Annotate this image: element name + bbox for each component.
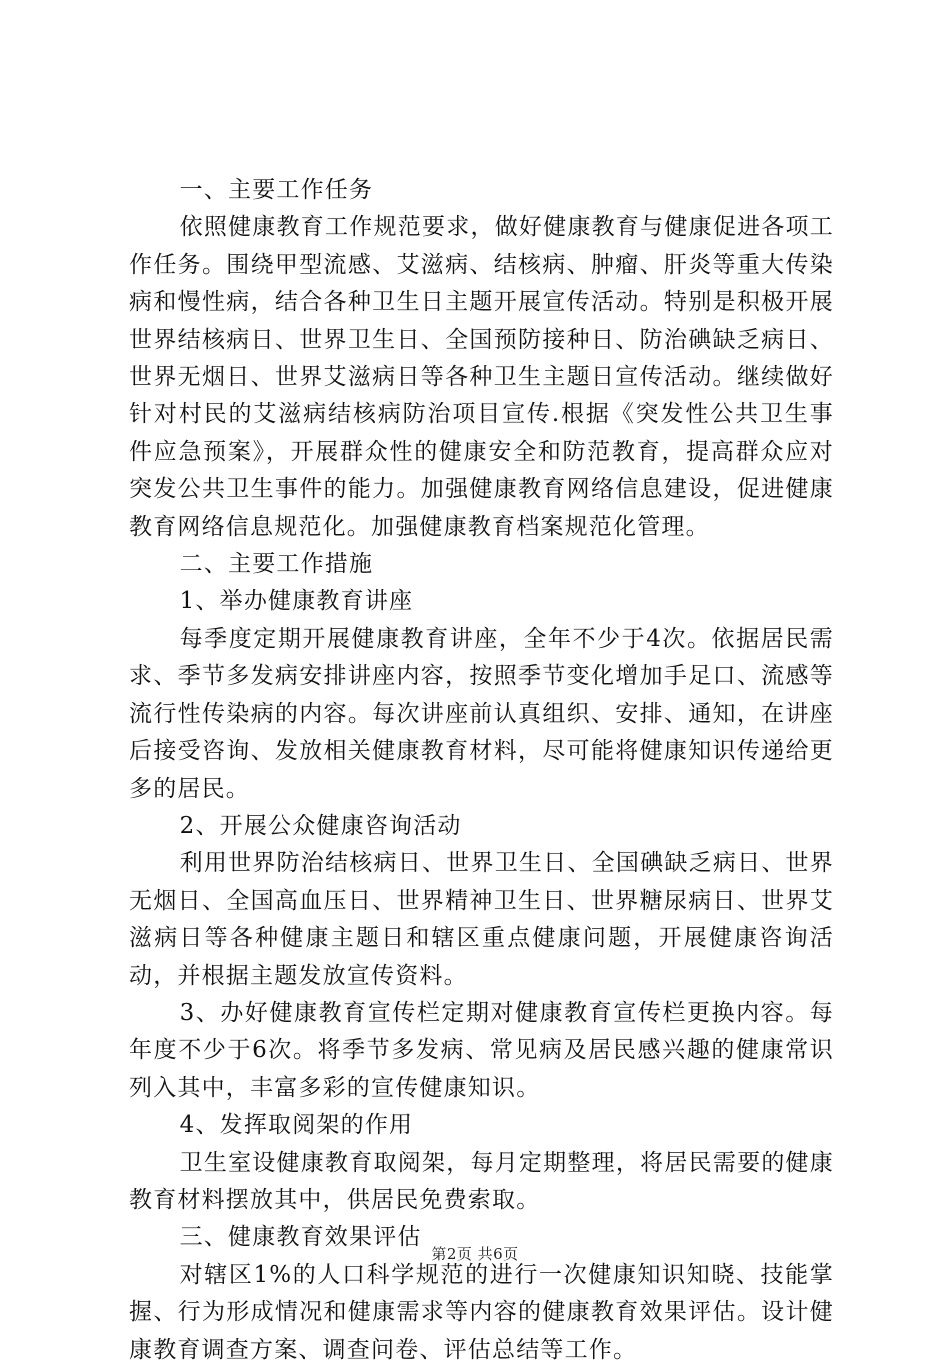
subheading-reading-rack: 4、发挥取阅架的作用: [179, 1112, 414, 1139]
paragraph-consultation: 利用世界防治结核病日、世界卫生日、全国碘缺乏病日、世界无烟日、全国高血压日、世界精神卫生日、世界糖尿病日、世界艾滋病日等各种健康主题日和辖区重点健康问题，开展健康咨询活动，并根据主题发放宣传资料。: [129, 850, 834, 989]
paragraph-bulletin-board: 3、办好健康教育宣传栏定期对健康教育宣传栏更换内容。每年度不少于6次。将季节多发病、常见病及居民感兴趣的健康常识列入其中，丰富多彩的宣传健康知识。: [129, 999, 834, 1101]
paragraph-evaluation: 对辖区1%的人口科学规范的进行一次健康知识知晓、技能掌握、行为形成情况和健康需求等内容的健康教育效果评估。设计健康教育调查方案、调查问卷、评估总结等工作。: [129, 1261, 834, 1363]
paragraph-reading-rack: 卫生室设健康教育取阅架，每月定期整理，将居民需要的健康教育材料摆放其中，供居民免费索取。: [129, 1149, 834, 1213]
page-number-footer: 第2页 共6页: [431, 1245, 519, 1263]
subheading-consultation: 2、开展公众健康咨询活动: [179, 812, 462, 839]
section-heading-evaluation: 三、健康教育效果评估: [179, 1224, 422, 1251]
paragraph-tasks: 依照健康教育工作规范要求，做好健康教育与健康促进各项工作任务。围绕甲型流感、艾滋病、结核病、肿瘤、肝炎等重大传染病和慢性病，结合各种卫生日主题开展宣传活动。特别是积极开展世界结核病日、世界卫生日、全国预防接种日、防治碘缺乏病日、世界无烟日、世界艾滋病日等各种卫生主题日宣传活动。继续做好针对村民的艾滋病结核病防治项目宣传.根据《突发性公共卫生事件应急预案》，开展群众性的健康安全和防范教育，提高群众应对突发公共卫生事件的能力。加强健康教育网络信息建设，促进健康教育网络信息规范化。加强健康教育档案规范化管理。: [129, 214, 834, 540]
paragraph-lectures: 每季度定期开展健康教育讲座，全年不少于4次。依据居民需求、季节多发病安排讲座内容，按照季节变化增加手足口、流感等流行性传染病的内容。每次讲座前认真组织、安排、通知，在讲座后接受咨询、发放相关健康教育材料，尽可能将健康知识传递给更多的居民。: [129, 625, 834, 802]
section-heading-tasks: 一、主要工作任务: [179, 177, 374, 203]
document-body: [129, 172, 834, 1369]
section-heading-measures: 二、主要工作措施: [179, 551, 374, 578]
subheading-lectures: 1、举办健康教育讲座: [179, 588, 414, 615]
